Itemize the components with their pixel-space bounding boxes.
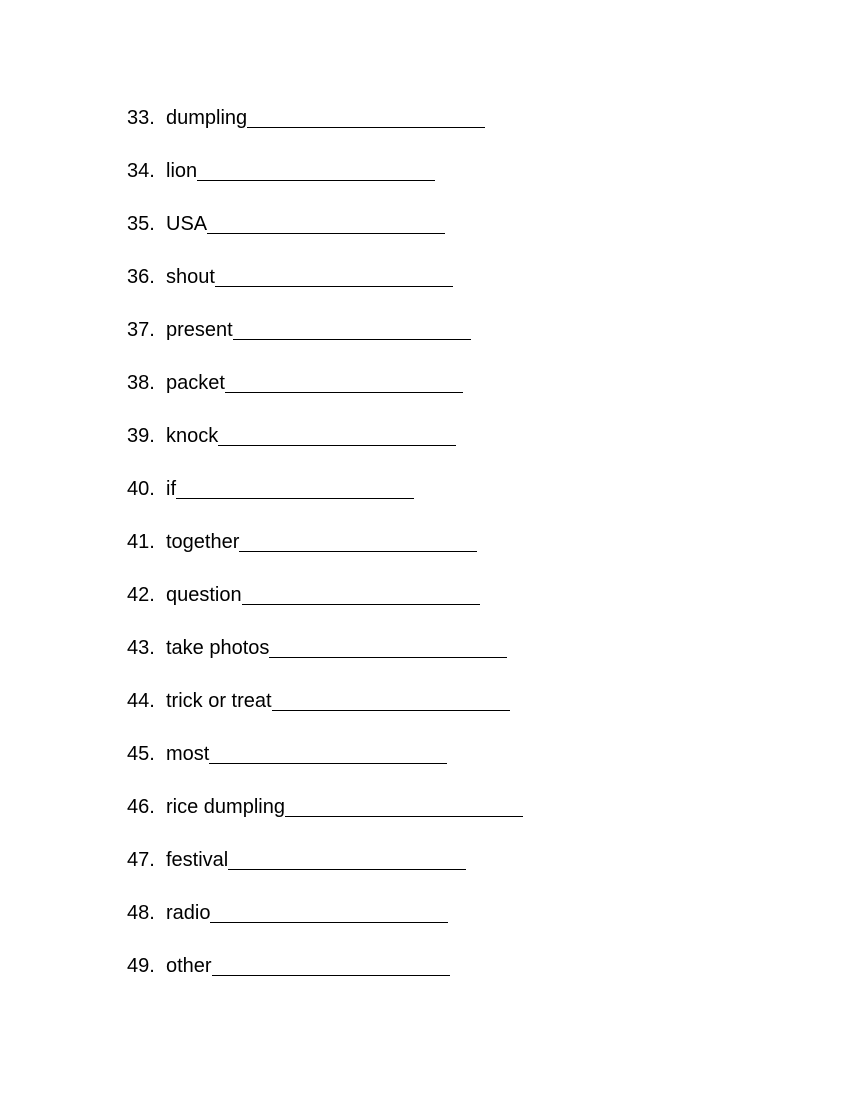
item-number: 40. — [127, 478, 155, 500]
item-word: most — [166, 743, 210, 765]
item-word: dumpling — [166, 107, 248, 129]
vocab-item — [127, 105, 485, 131]
vocab-item — [127, 211, 445, 237]
answer-blank[interactable] — [269, 656, 507, 658]
item-word: radio — [166, 902, 211, 924]
answer-blank[interactable] — [239, 550, 477, 552]
vocab-item — [127, 423, 456, 449]
item-number: 33. — [127, 107, 155, 129]
item-number: 37. — [127, 319, 155, 341]
item-word: lion — [166, 160, 198, 182]
vocab-item — [127, 741, 447, 767]
item-word: trick or treat — [166, 690, 272, 712]
vocab-item — [127, 529, 477, 555]
item-number: 49. — [127, 955, 155, 977]
item-word: together — [166, 531, 240, 553]
item-number: 41. — [127, 531, 155, 553]
answer-blank[interactable] — [228, 868, 466, 870]
vocab-item — [127, 953, 450, 979]
vocab-item — [127, 847, 466, 873]
answer-blank[interactable] — [218, 444, 456, 446]
vocab-item — [127, 900, 448, 926]
item-word: festival — [166, 849, 229, 871]
item-number: 48. — [127, 902, 155, 924]
item-number: 44. — [127, 690, 155, 712]
vocab-item — [127, 158, 435, 184]
answer-blank[interactable] — [176, 497, 414, 499]
answer-blank[interactable] — [242, 603, 480, 605]
answer-blank[interactable] — [210, 921, 448, 923]
item-word: other — [166, 955, 212, 977]
item-word: shout — [166, 266, 215, 288]
vocab-item — [127, 317, 471, 343]
item-number: 47. — [127, 849, 155, 871]
item-word: packet — [166, 372, 225, 394]
answer-blank[interactable] — [247, 126, 485, 128]
item-word: USA — [166, 213, 208, 235]
vocab-item — [127, 688, 510, 714]
vocab-item — [127, 635, 507, 661]
item-word: present — [166, 319, 233, 341]
answer-blank[interactable] — [225, 391, 463, 393]
item-word: take photos — [166, 637, 270, 659]
item-number: 34. — [127, 160, 155, 182]
item-number: 36. — [127, 266, 155, 288]
item-word: rice dumpling — [166, 796, 285, 818]
item-number: 42. — [127, 584, 155, 606]
answer-blank[interactable] — [233, 338, 471, 340]
item-word: if — [166, 478, 176, 500]
answer-blank[interactable] — [209, 762, 447, 764]
answer-blank[interactable] — [197, 179, 435, 181]
vocab-item — [127, 476, 414, 502]
item-number: 38. — [127, 372, 155, 394]
item-number: 43. — [127, 637, 155, 659]
item-number: 39. — [127, 425, 155, 447]
answer-blank[interactable] — [272, 709, 510, 711]
answer-blank[interactable] — [285, 815, 523, 817]
item-number: 35. — [127, 213, 155, 235]
item-word: question — [166, 584, 242, 606]
vocab-item — [127, 794, 523, 820]
vocab-item — [127, 264, 453, 290]
item-word: knock — [166, 425, 219, 447]
item-number: 46. — [127, 796, 155, 818]
answer-blank[interactable] — [215, 285, 453, 287]
answer-blank[interactable] — [207, 232, 445, 234]
item-number: 45. — [127, 743, 155, 765]
vocab-item — [127, 582, 480, 608]
vocab-item — [127, 370, 463, 396]
answer-blank[interactable] — [212, 974, 450, 976]
